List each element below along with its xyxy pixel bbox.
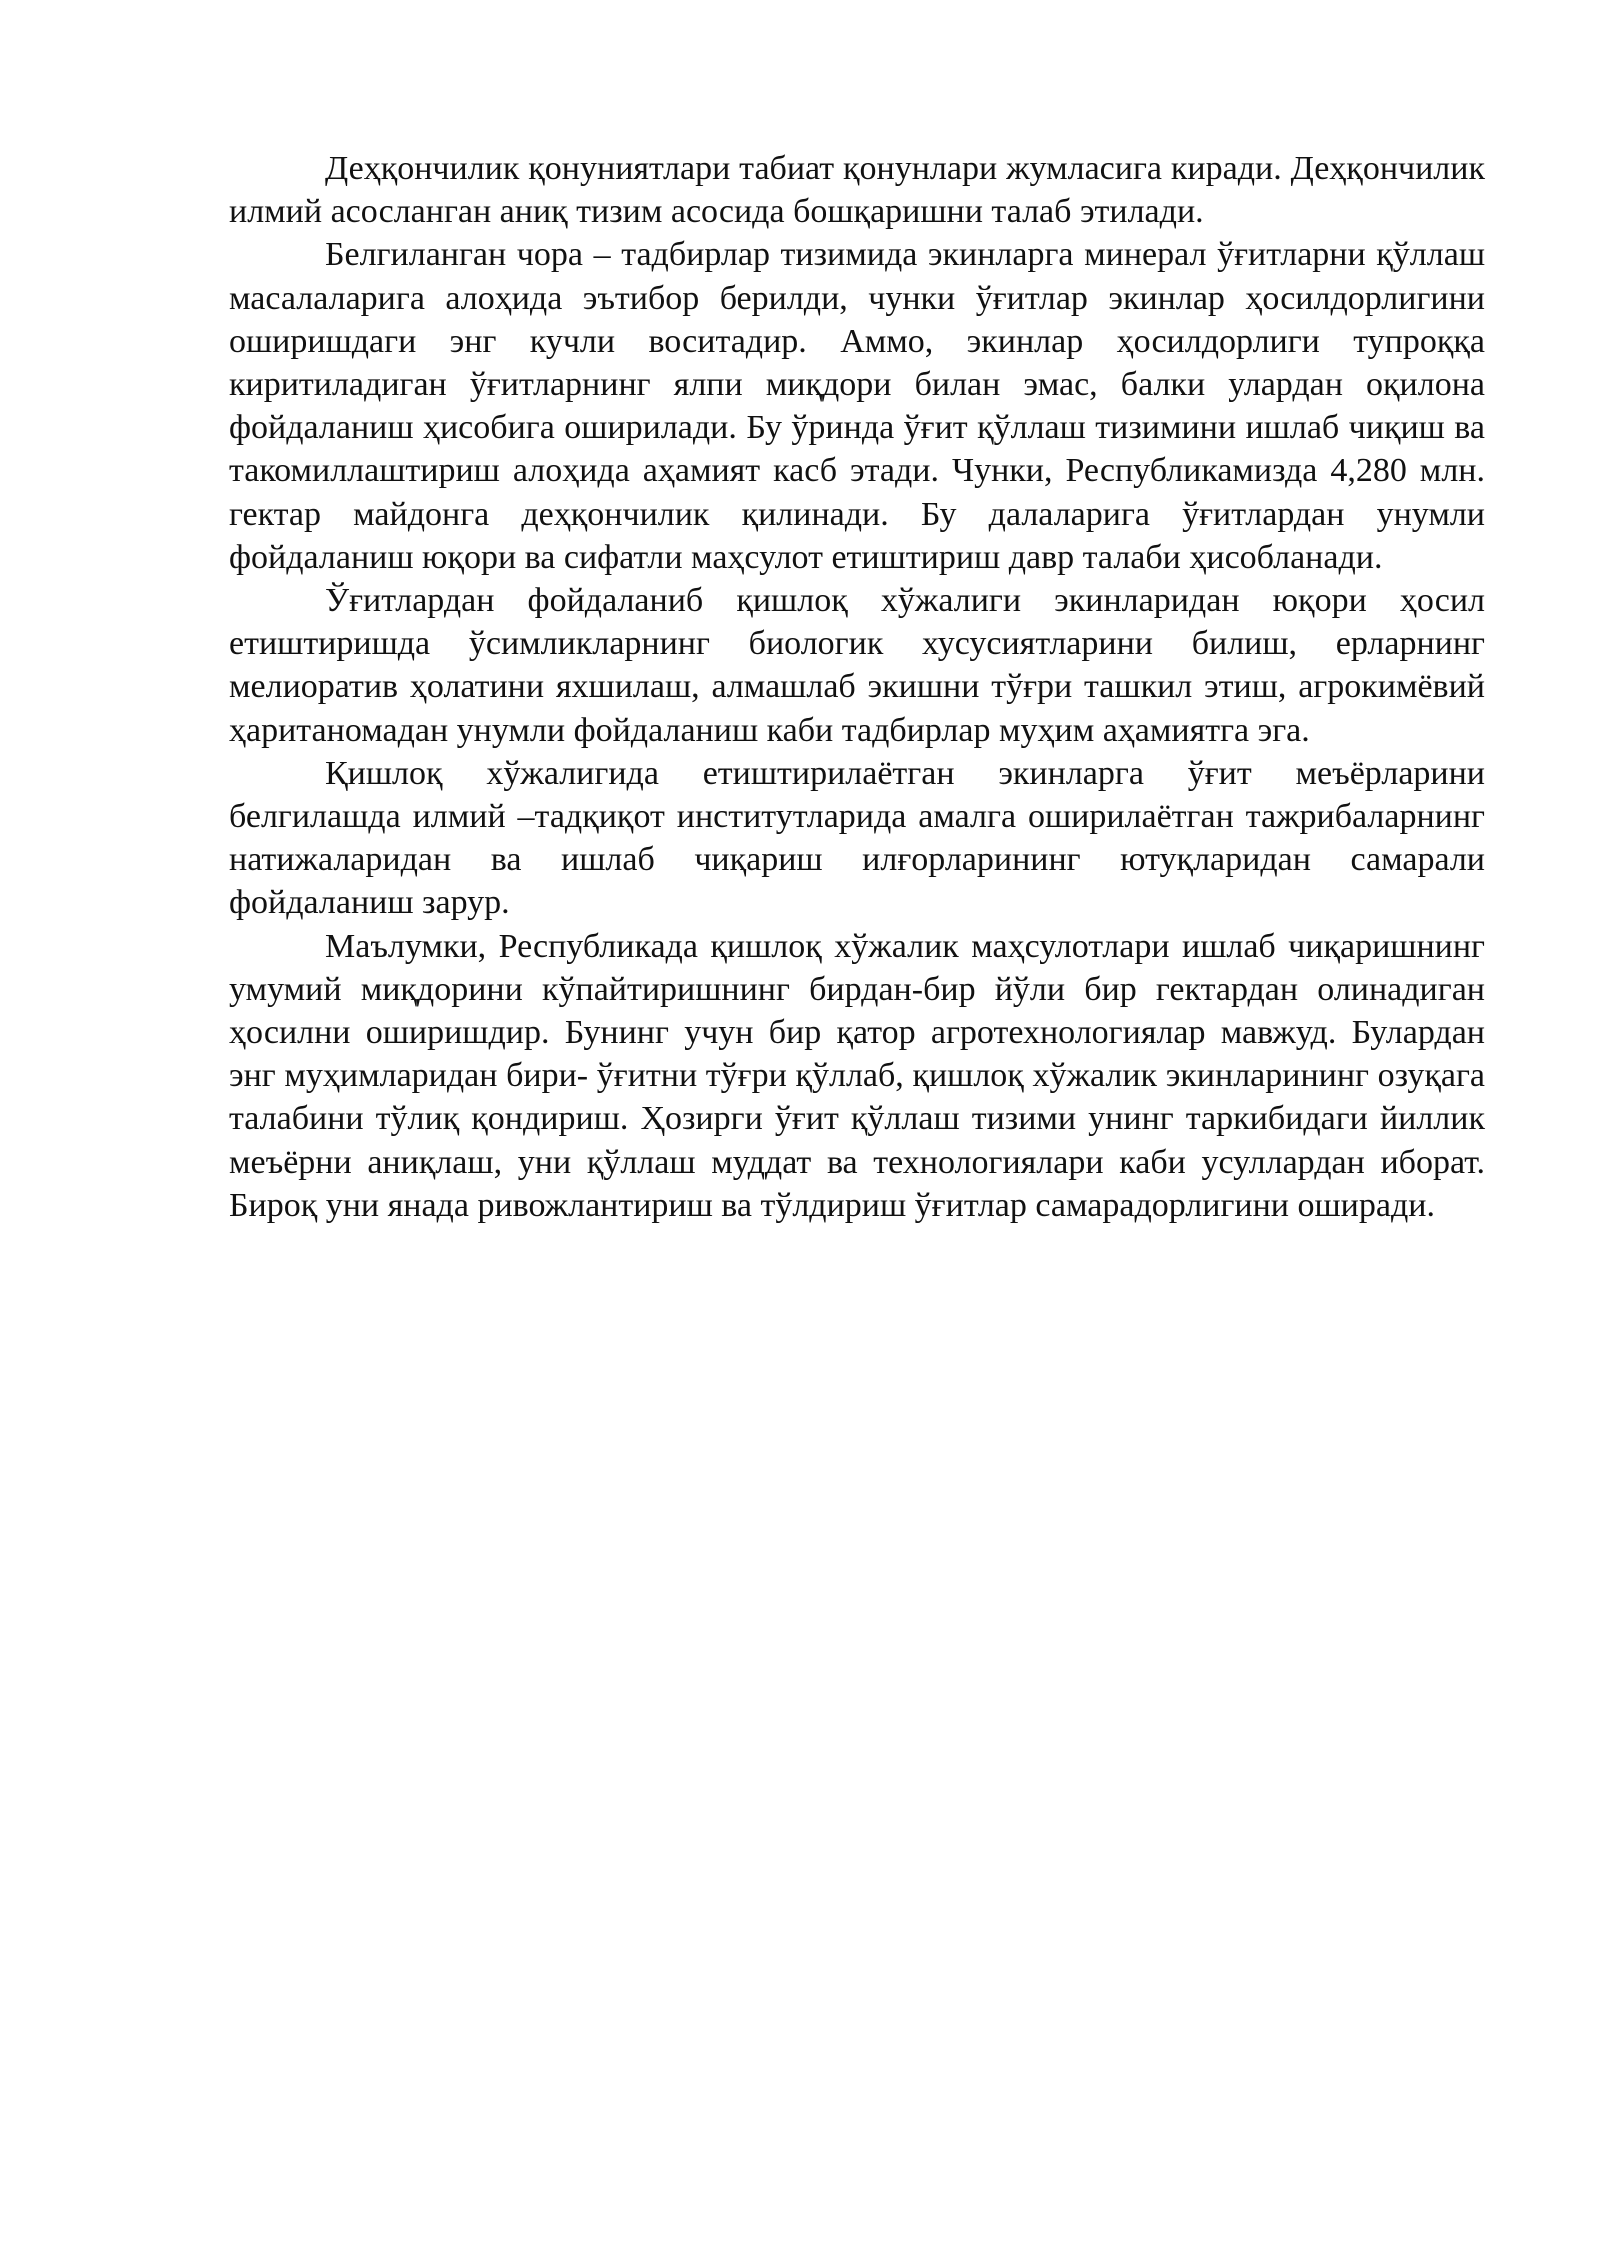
document-body bbox=[229, 147, 1485, 1227]
paragraph-3: Ўғитлардан фойдаланиб қишлоқ хўжалиги экинларидан юқори ҳосил етиштиришда ўсимликларнинг биологик хусусиятларини билиш, ерларнинг мелиоратив ҳолатини яхшилаш, алмашлаб экишни тўғри ташкил этиш, агрокимёвий ҳаританомадан унумли фойдаланиш каби тадбирлар муҳим аҳамиятга эга. bbox=[229, 582, 1485, 749]
paragraph-5: Маълумки, Республикада қишлоқ хўжалик маҳсулотлари ишлаб чиқаришнинг умумий миқдорини кўпайтиришнинг бирдан-бир йўли бир гектардан олинадиган ҳосилни оширишдир. Бунинг учун бир қатор агротехнологиялар мавжуд. Булардан энг муҳимларидан бири- ўғитни тўғри қўллаб, қишлоқ хўжалик экинларининг озуқага талабини тўлиқ қондириш. Ҳозирги ўғит қўллаш тизими унинг таркибидаги йиллик меъёрни аниқлаш, уни қўллаш муддат ва технологиялари каби усуллардан иборат. Бироқ уни янада ривожлантириш ва тўлдириш ўғитлар самарадорлигини оширади. bbox=[229, 927, 1485, 1224]
paragraph-1: Деҳқончилик қонуниятлари табиат қонунлари жумласига киради. Деҳқончилик илмий асосланган аниқ тизим асосида бошқаришни талаб этилади. bbox=[229, 150, 1485, 231]
paragraph-4: Қишлоқ хўжалигида етиштирилаётган экинларга ўғит меъёрларини белгилашда илмий –тадқиқот институтларида амалга оширилаётган тажрибаларнинг натижаларидан ва ишлаб чиқариш илғорларининг ютуқларидан самарали фойдаланиш зарур. bbox=[229, 754, 1485, 922]
paragraph-2: Белгиланган чора – тадбирлар тизимида экинларга минерал ўғитларни қўллаш масалаларига алоҳида эътибор берилди, чунки ўғитлар экинлар ҳосилдорлигини оширишдаги энг кучли воситадир. Аммо, экинлар ҳосилдорлиги тупроққа киритиладиган ўғитларнинг ялпи миқдори билан эмас, балки улардан оқилона фойдаланиш ҳисобига оширилади. Бу ўринда ўғит қўллаш тизимини ишлаб чиқиш ва такомиллаштириш алоҳида аҳамият касб этади. Чунки, Республикамизда 4,280 млн. гектар майдонга деҳқончилик қилинади. Бу далаларига ўғитлардан унумли фойдаланиш юқори ва сифатли маҳсулот етиштириш давр талаби ҳисобланади. bbox=[229, 236, 1485, 576]
